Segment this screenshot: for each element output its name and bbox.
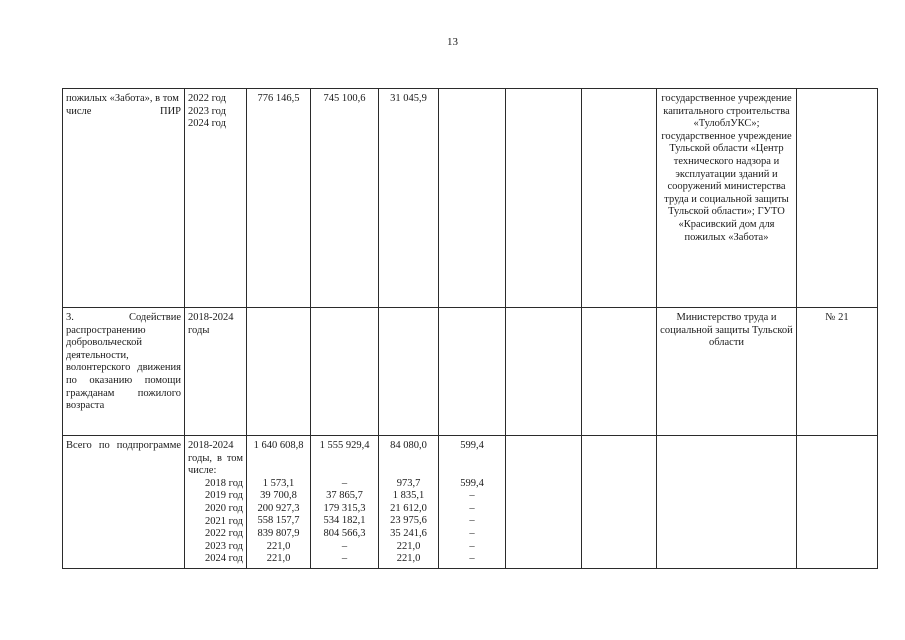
indicator-cell: № 21 [797,308,878,436]
measure-name-cell: 3. Содействие распространению добровольческой деятельности, волонтерского движения по оказанию помощи гражданам пожилого возраста [63,308,185,436]
empty-cell [797,436,878,569]
executor-cell: государственное учреждение капитального строительства «ТулоблУКС»; государственное учреждение Тульской области «Центр технического надзора и эксплуатации зданий и сооружений министерства труда и социальной защиты Тульской области»; ГУТО «Красивский дом для пожилых «Забота» [657,89,797,308]
total-cell: 1 640 608,8 1 573,1 39 700,8 200 927,3 558 157,7 839 807,9 221,0 221,0 [247,436,311,569]
executor-cell: Министерство труда и социальной защиты Тульской области [657,308,797,436]
federal-cell: 745 100,6 [311,89,379,308]
total-cell: 776 146,5 [247,89,311,308]
local-cell: 599,4 599,4 – – – – – – [439,436,506,569]
empty-cell [582,89,657,308]
total-label-cell: Всего по подпрограмме [63,436,185,569]
empty-cell [311,308,379,436]
empty-cell [247,308,311,436]
table-row [63,89,878,308]
page-number: 13 [447,36,458,48]
program-table [62,88,878,569]
period-cell: 2018-2024 годы [185,308,247,436]
empty-cell [506,308,582,436]
table-row-total [63,436,878,569]
empty-cell [657,436,797,569]
regional-cell: 31 045,9 [379,89,439,308]
period-cell: 2018-2024 годы, в том числе: 2018 год 2019 год 2020 год 2021 год 2022 год 2023 год 2024 год [185,436,247,569]
empty-cell [506,89,582,308]
regional-cell: 84 080,0 973,7 1 835,1 21 612,0 23 975,6 35 241,6 221,0 221,0 [379,436,439,569]
federal-cell: 1 555 929,4 – 37 865,7 179 315,3 534 182,1 804 566,3 – – [311,436,379,569]
period-cell: 2022 год 2023 год 2024 год [185,89,247,308]
empty-cell [379,308,439,436]
table-row [63,308,878,436]
local-cell [439,89,506,308]
empty-cell [439,308,506,436]
empty-cell [582,308,657,436]
empty-cell [506,436,582,569]
empty-cell [582,436,657,569]
measure-name-cell: пожилых «Забота», в том числе ПИР [63,89,185,308]
indicator-cell [797,89,878,308]
